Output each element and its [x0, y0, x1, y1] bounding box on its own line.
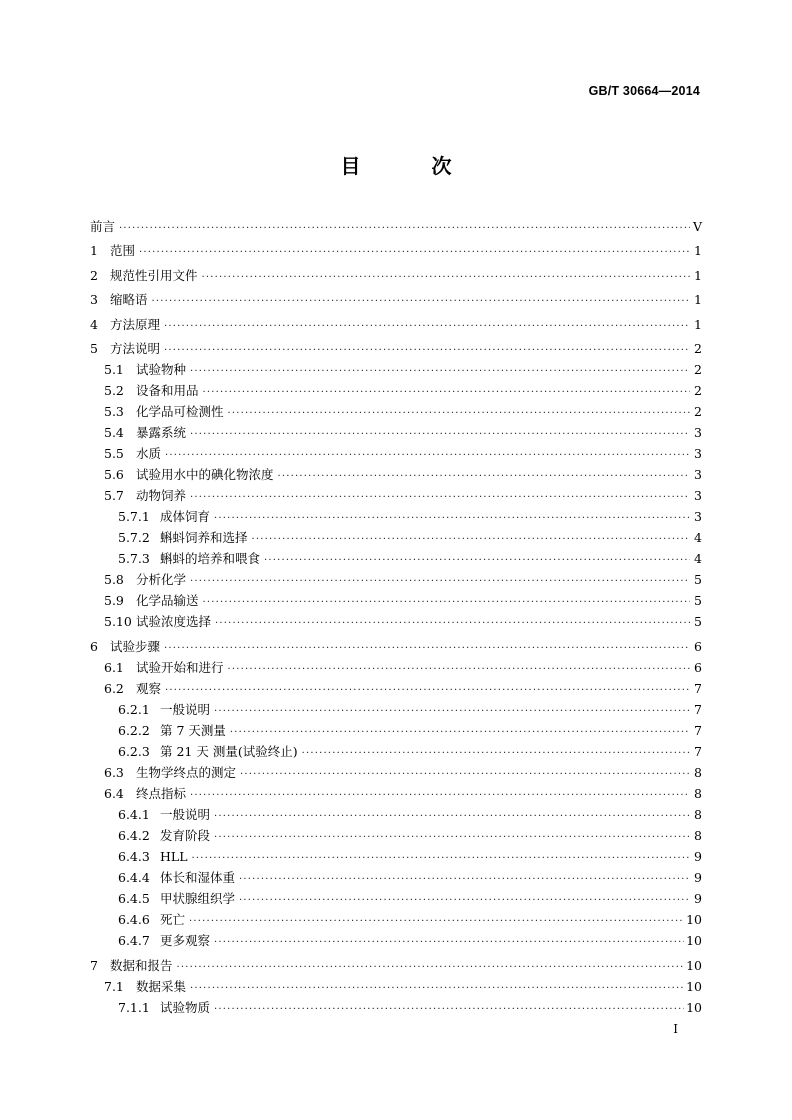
toc-entry-number: 6.2.2 — [118, 723, 150, 738]
toc-entry-label: 蝌蚪饲养和选择 — [160, 530, 248, 545]
toc-entry-number: 1 — [90, 243, 98, 258]
toc-entry-label: 一般说明 — [160, 702, 211, 717]
toc-entry-number: 5.2 — [104, 383, 124, 398]
toc-entry[interactable] — [90, 340, 702, 358]
toc-entry[interactable] — [90, 445, 702, 463]
toc-entry[interactable] — [90, 911, 702, 929]
toc-leader-dots — [190, 489, 690, 507]
toc-leader-dots — [192, 850, 690, 868]
toc-entry-label: 分析化学 — [136, 572, 187, 587]
toc-entry-number: 5.7.1 — [118, 509, 150, 524]
toc-entry[interactable] — [90, 291, 702, 309]
toc-leader-dots — [190, 363, 690, 381]
toc-entry[interactable] — [90, 659, 702, 677]
toc-entry-label: 终点指标 — [136, 786, 187, 801]
toc-leader-dots — [164, 318, 690, 336]
toc-entry-number: 5.3 — [104, 404, 124, 419]
toc-entry[interactable] — [90, 382, 702, 400]
toc-entry-label: 设备和用品 — [136, 383, 199, 398]
toc-entry[interactable] — [90, 764, 702, 782]
toc-entry[interactable] — [90, 267, 702, 285]
toc-entry-number: 6.4.7 — [118, 933, 150, 948]
toc-entry-page: 1 — [694, 292, 702, 307]
toc-entry-page: V — [692, 219, 702, 234]
toc-leader-dots — [228, 405, 690, 423]
standard-code: GB/T 30664—2014 — [588, 84, 700, 98]
toc-entry-label: 一般说明 — [160, 807, 211, 822]
toc-entry-number: 5.10 — [104, 614, 132, 629]
toc-entry-number: 6.1 — [104, 660, 124, 675]
toc-entry-page: 8 — [694, 828, 702, 843]
toc-entry[interactable] — [90, 242, 702, 260]
toc-entry-page: 4 — [694, 551, 702, 566]
toc-entry-page: 1 — [694, 243, 702, 258]
toc-entry-number: 7 — [90, 958, 98, 973]
toc-leader-dots — [230, 724, 690, 742]
toc-entry-page: 9 — [694, 849, 702, 864]
toc-entry-number: 5 — [90, 341, 98, 356]
toc-entry-page: 6 — [694, 660, 702, 675]
toc-entry-label: 试验物质 — [160, 1000, 211, 1015]
toc-entry-page: 4 — [694, 530, 702, 545]
toc-leader-dots — [190, 787, 690, 805]
toc-entry-label: 第 21 天 测量(试验终止) — [160, 744, 298, 759]
toc-leader-dots — [302, 745, 690, 763]
toc-entry-label: 方法原理 — [110, 317, 161, 332]
toc-entry-page: 3 — [694, 488, 702, 503]
toc-entry-number: 6.3 — [104, 765, 124, 780]
toc-entry-page: 7 — [694, 681, 702, 696]
toc-entry[interactable] — [90, 529, 702, 547]
toc-entry-label: 死亡 — [160, 912, 186, 927]
toc-entry-label: 试验浓度选择 — [136, 614, 212, 629]
toc-entry-page: 8 — [694, 786, 702, 801]
toc-entry[interactable] — [90, 890, 702, 908]
toc-entry-page: 7 — [694, 744, 702, 759]
toc-entry-page: 10 — [686, 933, 702, 948]
toc-entry-page: 6 — [694, 639, 702, 654]
toc-entry-number: 5.7.3 — [118, 551, 150, 566]
toc-entry[interactable] — [90, 487, 702, 505]
toc-leader-dots — [164, 640, 690, 658]
toc-entry[interactable] — [90, 701, 702, 719]
toc-entry-label: 数据和报告 — [110, 958, 173, 973]
toc-entry-page: 2 — [694, 383, 702, 398]
toc-entry[interactable] — [90, 550, 702, 568]
toc-entry-label: 成体饲育 — [160, 509, 211, 524]
toc-entry-number: 4 — [90, 317, 98, 332]
toc-entry-number: 7.1.1 — [118, 1000, 150, 1015]
toc-leader-dots — [164, 342, 690, 360]
toc-entry-page: 2 — [694, 404, 702, 419]
toc-leader-dots — [239, 892, 690, 910]
toc-entry-page: 7 — [694, 702, 702, 717]
toc-entry-page: 5 — [694, 572, 702, 587]
toc-entry-label: 试验用水中的碘化物浓度 — [136, 467, 274, 482]
toc-entry-label: 发育阶段 — [160, 828, 211, 843]
toc-leader-dots — [203, 594, 690, 612]
toc-entry-label: 生物学终点的测定 — [136, 765, 237, 780]
toc-entry-number: 6.2 — [104, 681, 124, 696]
toc-entry-label: 观察 — [136, 681, 162, 696]
toc-entry-number: 6.4.4 — [118, 870, 150, 885]
toc-entry-label: 缩略语 — [110, 292, 148, 307]
toc-entry[interactable] — [90, 785, 702, 803]
toc-leader-dots — [190, 980, 684, 998]
toc-entry-page: 3 — [694, 446, 702, 461]
toc-entry-number: 5.7 — [104, 488, 124, 503]
toc-leader-dots — [165, 682, 690, 700]
toc-entry-label: 化学品可检测性 — [136, 404, 224, 419]
toc-entry[interactable] — [90, 571, 702, 589]
toc-entry[interactable] — [90, 403, 702, 421]
toc-leader-dots — [264, 552, 690, 570]
toc-entry[interactable] — [90, 722, 702, 740]
toc-leader-dots — [214, 808, 690, 826]
toc-leader-dots — [239, 871, 690, 889]
toc-leader-dots — [165, 447, 690, 465]
toc-entry-label: 试验步骤 — [110, 639, 161, 654]
toc-entry-number: 5.4 — [104, 425, 124, 440]
toc-entry-number: 3 — [90, 292, 98, 307]
toc-entry[interactable] — [90, 316, 702, 334]
toc-entry-number: 6.4 — [104, 786, 124, 801]
toc-leader-dots — [228, 661, 690, 679]
toc-leader-dots — [214, 829, 690, 847]
toc-entry-label: 蝌蚪的培养和喂食 — [160, 551, 261, 566]
toc-entry-number: 6.2.1 — [118, 702, 150, 717]
toc-entry-label: 化学品输送 — [136, 593, 199, 608]
toc-entry-page: 10 — [686, 979, 702, 994]
toc-entry-page: 7 — [694, 723, 702, 738]
toc-leader-dots — [214, 1001, 684, 1019]
toc-entry[interactable] — [90, 743, 702, 761]
toc-entry-page: 5 — [694, 614, 702, 629]
toc-entry[interactable] — [90, 680, 702, 698]
toc-entry-label: 动物饲养 — [136, 488, 187, 503]
toc-entry[interactable] — [90, 613, 702, 631]
toc-entry[interactable] — [90, 361, 702, 379]
toc-entry-number: 5.5 — [104, 446, 124, 461]
toc-entry-page: 1 — [694, 268, 702, 283]
toc-entry-label: 前言 — [90, 219, 116, 234]
toc-entry-number: 6.4.3 — [118, 849, 150, 864]
toc-entry-number: 2 — [90, 268, 98, 283]
toc-entry-label: 体长和湿体重 — [160, 870, 236, 885]
toc-entry-label: 甲状腺组织学 — [160, 891, 236, 906]
toc-entry-label: 范围 — [110, 243, 136, 258]
toc-leader-dots — [215, 615, 690, 633]
toc-leader-dots — [177, 959, 685, 977]
toc-entry[interactable] — [90, 466, 702, 484]
toc-entry-number: 5.8 — [104, 572, 124, 587]
toc-leader-dots — [189, 913, 684, 931]
toc-leader-dots — [119, 220, 690, 238]
toc-entry-page: 9 — [694, 870, 702, 885]
toc-entry-label: 水质 — [136, 446, 162, 461]
toc-leader-dots — [214, 934, 684, 952]
toc-entry[interactable] — [90, 424, 702, 442]
toc-leader-dots — [240, 766, 690, 784]
toc-leader-dots — [139, 244, 690, 262]
toc-entry-label: 暴露系统 — [136, 425, 187, 440]
toc-entry[interactable] — [90, 508, 702, 526]
toc-entry-label: 方法说明 — [110, 341, 161, 356]
toc-entry-page: 3 — [694, 425, 702, 440]
toc-entry[interactable] — [90, 932, 702, 950]
toc-entry-number: 6.4.2 — [118, 828, 150, 843]
toc-entry-page: 8 — [694, 765, 702, 780]
toc-entry-number: 5.6 — [104, 467, 124, 482]
toc-entry-label: 数据采集 — [136, 979, 187, 994]
toc-entry-number: 6.2.3 — [118, 744, 150, 759]
page-number: I — [673, 1022, 678, 1036]
toc-entry[interactable] — [90, 806, 702, 824]
toc-entry-page: 5 — [694, 593, 702, 608]
toc-entry-number: 5.7.2 — [118, 530, 150, 545]
toc-entry-page: 1 — [694, 317, 702, 332]
toc-entry[interactable] — [90, 592, 702, 610]
toc-entry-label: HLL — [160, 849, 188, 864]
page-title: 目 次 — [340, 154, 484, 178]
toc-leader-dots — [203, 384, 690, 402]
toc-entry-number: 6.4.6 — [118, 912, 150, 927]
toc-leader-dots — [190, 573, 690, 591]
toc-entry-page: 2 — [694, 341, 702, 356]
toc-entry-page: 3 — [694, 467, 702, 482]
toc-entry-page: 9 — [694, 891, 702, 906]
toc-entry-number: 5.9 — [104, 593, 124, 608]
toc-entry-page: 10 — [686, 1000, 702, 1015]
toc-entry-number: 7.1 — [104, 979, 124, 994]
toc-entry[interactable] — [90, 638, 702, 656]
toc-entry-page: 3 — [694, 509, 702, 524]
toc-entry-number: 6 — [90, 639, 98, 654]
toc-leader-dots — [214, 703, 690, 721]
toc-leader-dots — [202, 269, 690, 287]
toc-entry-page: 10 — [686, 912, 702, 927]
toc-entry-page: 8 — [694, 807, 702, 822]
toc-entry[interactable] — [90, 869, 702, 887]
toc-leader-dots — [152, 293, 690, 311]
toc-entry[interactable] — [90, 957, 702, 975]
toc-entry-label: 试验开始和进行 — [136, 660, 224, 675]
toc-leader-dots — [214, 510, 690, 528]
toc-entry-number: 6.4.1 — [118, 807, 150, 822]
toc-entry-label: 规范性引用文件 — [110, 268, 198, 283]
toc-entry-label: 第 7 天测量 — [160, 723, 226, 738]
toc-entry-page: 2 — [694, 362, 702, 377]
toc-leader-dots — [278, 468, 690, 486]
toc-entry-page: 10 — [686, 958, 702, 973]
toc-entry[interactable] — [90, 218, 702, 236]
toc-entry-number: 5.1 — [104, 362, 124, 377]
toc-leader-dots — [252, 531, 690, 549]
toc-entry-label: 试验物种 — [136, 362, 187, 377]
toc-leader-dots — [190, 426, 690, 444]
toc-entry[interactable] — [90, 827, 702, 845]
toc-entry-number: 6.4.5 — [118, 891, 150, 906]
toc-entry[interactable] — [90, 978, 702, 996]
toc-entry-label: 更多观察 — [160, 933, 211, 948]
toc-entry[interactable] — [90, 848, 702, 866]
toc-entry[interactable] — [90, 999, 702, 1017]
